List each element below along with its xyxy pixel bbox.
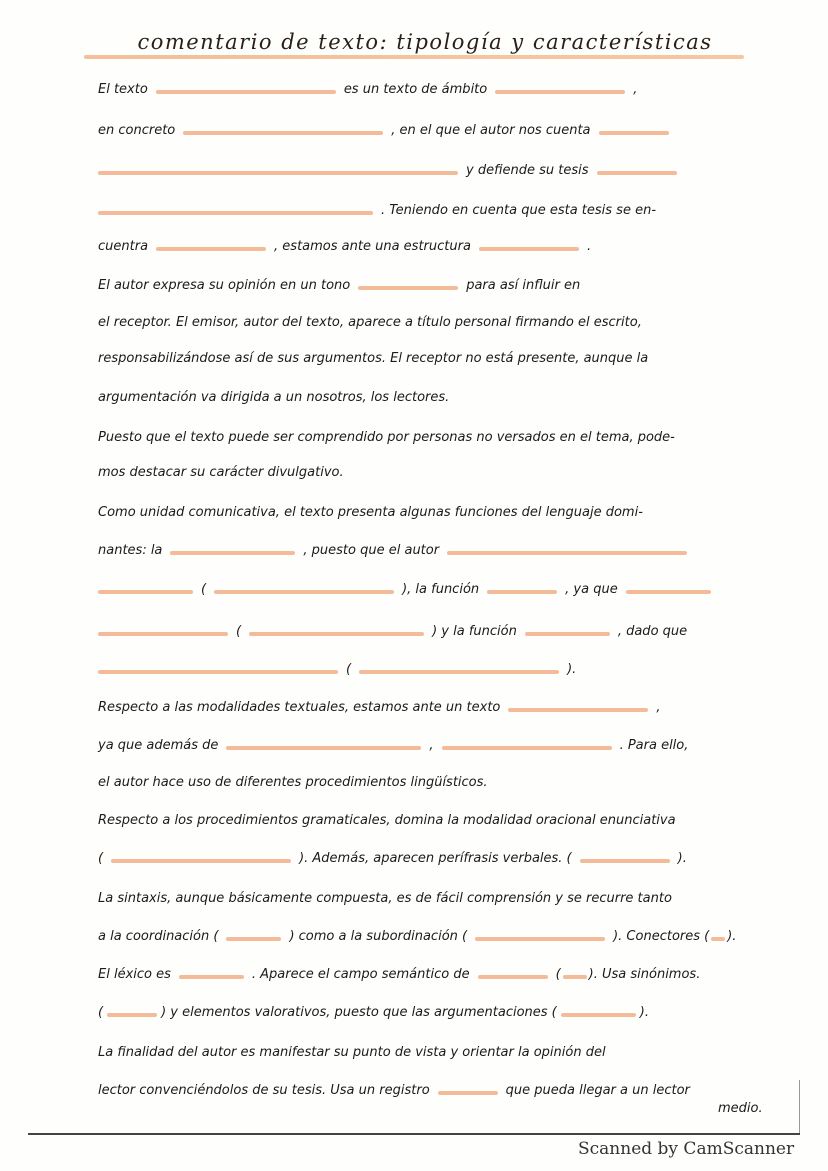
text-line [98, 499, 740, 525]
blank-field[interactable] [599, 131, 669, 135]
blank-field[interactable] [107, 1013, 157, 1017]
line-text: ( [98, 850, 104, 866]
line-text: nantes: la [98, 542, 163, 558]
line-text: La finalidad del autor es manifestar su punto de vista y orientar la opinión del [98, 1044, 606, 1060]
line-text: ). Conectores ( [613, 928, 710, 944]
line-text: ) y la función [432, 623, 517, 639]
blank-field[interactable] [478, 975, 548, 979]
line-text: Puesto que el texto puede ser comprendido por personas no versados en el tema, pode- [98, 429, 675, 445]
line-text: ). [567, 661, 577, 677]
line-text: mos destacar su carácter divulgativo. [98, 464, 344, 480]
line-text: a la coordinación ( [98, 928, 219, 944]
line-text: ( [236, 623, 242, 639]
line-text: ). Además, aparecen perífrasis verbales. ( [299, 850, 572, 866]
line-text: ), la función [402, 581, 480, 597]
blank-field[interactable] [226, 937, 281, 941]
blank-field[interactable] [249, 632, 424, 636]
blank-field[interactable] [626, 590, 711, 594]
line-text: . Teniendo en cuenta que esta tesis se en- [381, 202, 657, 218]
text-line [98, 309, 740, 335]
line-text: . Aparece el campo semántico de [251, 966, 470, 982]
blank-field[interactable] [495, 90, 625, 94]
blank-field[interactable] [358, 286, 458, 290]
blank-field[interactable] [170, 551, 295, 555]
blank-field[interactable] [111, 859, 291, 863]
text-line [98, 157, 740, 183]
blank-field[interactable] [563, 975, 587, 979]
title-underline [84, 55, 744, 59]
line-text: el receptor. El emisor, autor del texto, aparece a título personal firmando el escrito, [98, 314, 642, 330]
text-line [98, 233, 740, 259]
blank-field[interactable] [487, 590, 557, 594]
line-text: , estamos ante una estructura [274, 238, 471, 254]
line-text: Como unidad comunicativa, el texto presenta algunas funciones del lenguaje domi- [98, 504, 643, 520]
blank-field[interactable] [156, 247, 266, 251]
blank-field[interactable] [156, 90, 336, 94]
text-line [98, 537, 740, 563]
line-text: es un texto de ámbito [343, 81, 488, 97]
line-text: Respecto a las modalidades textuales, estamos ante un texto [98, 699, 501, 715]
blank-field[interactable] [475, 937, 605, 941]
line-text: Respecto a los procedimientos gramaticales, domina la modalidad oracional enunciativa [98, 812, 676, 828]
text-line [98, 272, 740, 298]
text-line [98, 999, 740, 1025]
line-text: ( [555, 966, 561, 982]
line-text: en concreto [98, 122, 176, 138]
text-line [98, 576, 740, 602]
blank-field[interactable] [438, 1091, 498, 1095]
line-text: , puesto que el autor [303, 542, 440, 558]
blank-field[interactable] [525, 632, 610, 636]
text-line [98, 694, 740, 720]
line-text: . Para ello, [619, 737, 689, 753]
text-line [98, 424, 740, 450]
line-text: el autor hace uso de diferentes procedimientos lingüísticos. [98, 774, 488, 790]
line-text: ) como a la subordinación ( [289, 928, 468, 944]
line-text: ). Usa sinónimos. [588, 966, 701, 982]
line-text: ). [639, 1004, 649, 1020]
page-title: comentario de texto: tipología y características [137, 30, 713, 54]
text-line [98, 345, 740, 371]
line-text: lector convenciéndolos de su tesis. Usa un registro [98, 1082, 430, 1098]
line-text: ya que además de [98, 737, 219, 753]
blank-field[interactable] [580, 859, 670, 863]
line-text: , en el que el autor nos cuenta [391, 122, 591, 138]
line-text: ( [201, 581, 207, 597]
blank-field[interactable] [479, 247, 579, 251]
text-line [98, 769, 740, 795]
line-text: ( [346, 661, 352, 677]
blank-field[interactable] [214, 590, 394, 594]
text-line [98, 923, 740, 949]
text-line [98, 845, 740, 871]
text-line [98, 618, 740, 644]
blank-field[interactable] [597, 171, 677, 175]
blank-field[interactable] [226, 746, 421, 750]
blank-field[interactable] [98, 171, 458, 175]
line-text: argumentación va dirigida a un nosotros, los lectores. [98, 389, 450, 405]
blank-field[interactable] [98, 590, 193, 594]
line-text: que pueda llegar a un lector [505, 1082, 690, 1098]
text-line [98, 885, 740, 911]
text-line [98, 1039, 740, 1065]
text-line [98, 76, 740, 102]
line-text: cuentra [98, 238, 149, 254]
text-line [98, 1077, 740, 1103]
line-text: , ya que [565, 581, 618, 597]
blank-field[interactable] [183, 131, 383, 135]
line-text: y defiende su tesis [466, 162, 589, 178]
text-line [98, 807, 740, 833]
text-line [98, 961, 740, 987]
line-text: para así influir en [466, 277, 581, 293]
line-text: ). [677, 850, 687, 866]
line-text: , [656, 699, 661, 715]
line-text: ( [98, 1004, 104, 1020]
blank-field[interactable] [98, 670, 338, 674]
blank-field[interactable] [442, 746, 612, 750]
line-text: , dado que [617, 623, 688, 639]
blank-field[interactable] [179, 975, 244, 979]
line-text: responsabilizándose así de sus argumentos. El receptor no está presente, aunque la [98, 350, 649, 366]
blank-field[interactable] [508, 708, 648, 712]
line-text: medio. [718, 1100, 763, 1116]
line-text: ). [727, 928, 737, 944]
line-text: El léxico es [98, 966, 171, 982]
line-text: . [586, 238, 592, 254]
text-line [98, 732, 740, 758]
text-line [98, 656, 740, 682]
blank-field[interactable] [98, 211, 373, 215]
text-line [98, 197, 740, 223]
text-line [98, 384, 740, 410]
line-text: ) y elementos valorativos, puesto que las argumentaciones ( [161, 1004, 557, 1020]
blank-field[interactable] [98, 632, 228, 636]
line-text: , [429, 737, 434, 753]
text-line [98, 117, 740, 143]
page-edge-rule [799, 1080, 800, 1134]
blank-field[interactable] [359, 670, 559, 674]
text-line [718, 1095, 778, 1121]
line-text: El texto [98, 81, 148, 97]
blank-field[interactable] [711, 937, 725, 941]
line-text: El autor expresa su opinión en un tono [98, 277, 351, 293]
blank-field[interactable] [447, 551, 687, 555]
line-text: , [633, 81, 638, 97]
text-line [98, 459, 740, 485]
scanner-watermark: Scanned by CamScanner [578, 1139, 795, 1159]
line-text: La sintaxis, aunque básicamente compuesta, es de fácil comprensión y se recurre tanto [98, 890, 672, 906]
page-bottom-rule [28, 1133, 800, 1135]
blank-field[interactable] [561, 1013, 636, 1017]
